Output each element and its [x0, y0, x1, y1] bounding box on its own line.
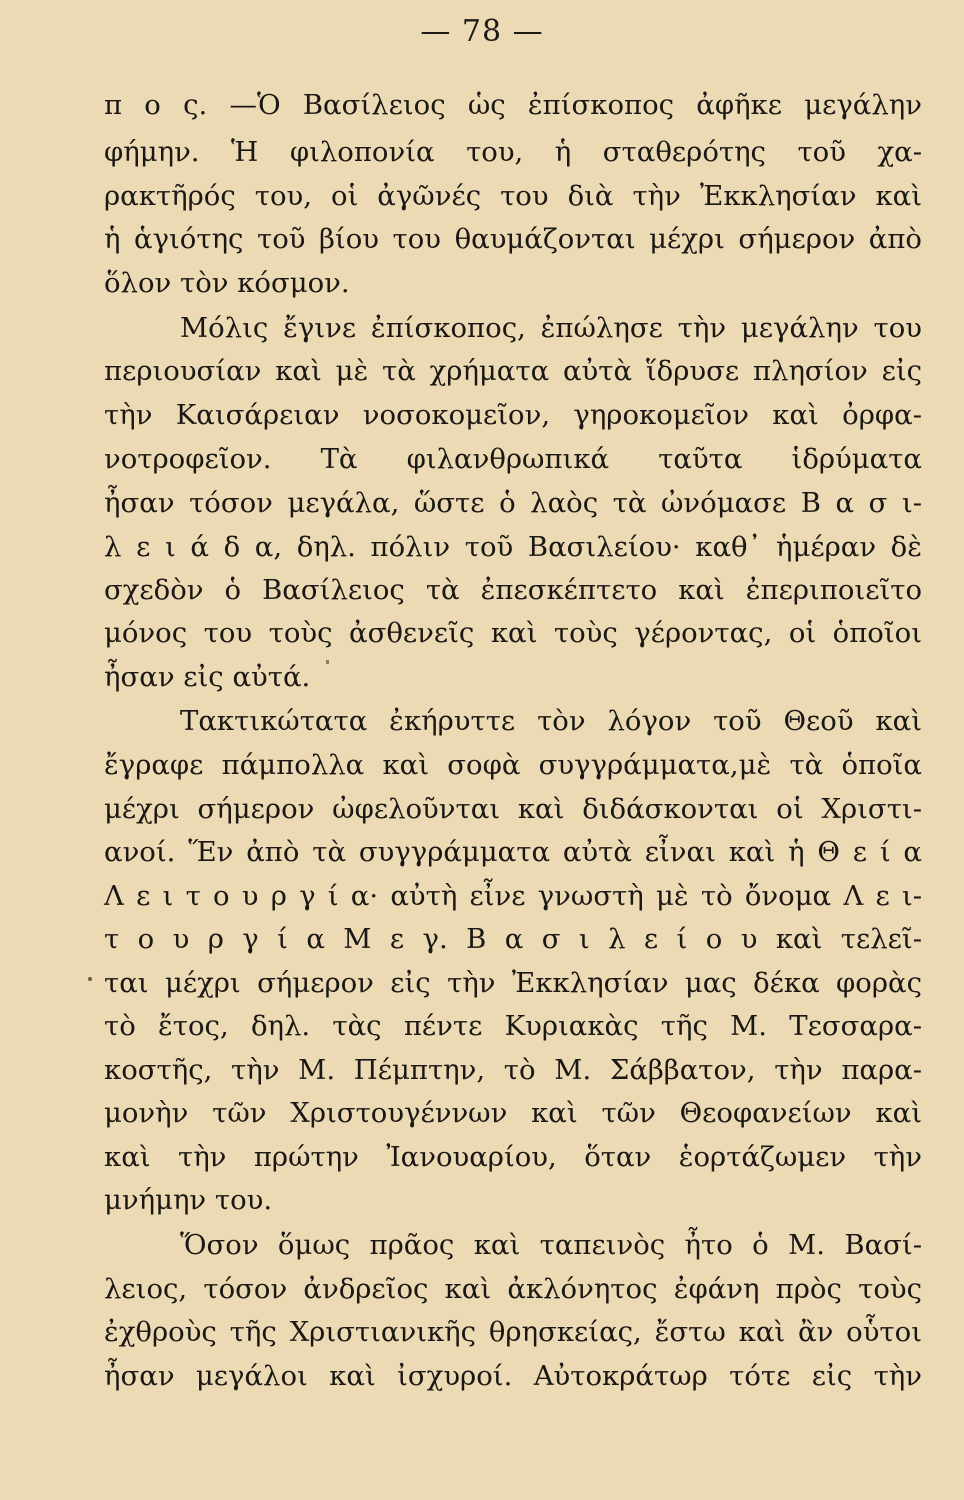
page-number: — 78 —: [420, 14, 544, 49]
text-line: ται μέχρι σήμερον εἰς τὴν Ἐκκλησίαν μας δέκα φορὰς: [104, 967, 922, 999]
text-line: νοτροφεῖον. Τὰ φιλανθρωπικά ταῦτα ἱδρύματα: [104, 443, 922, 475]
text-line: ἐχθροὺς τῆς Χριστιανικῆς θρησκείας, ἔστω καὶ ἂν οὗτοι: [104, 1316, 922, 1348]
text-line: κοστῆς, τὴν Μ. Πέμπτην, τὸ Μ. Σάββατον, τὴν παρα-: [104, 1054, 922, 1086]
text-line: ὅλον τὸν κόσμον.: [104, 267, 350, 299]
text-line: ἦσαν μεγάλοι καὶ ἰσχυροί. Αὐτοκράτωρ τότε εἰς τὴν: [104, 1360, 922, 1392]
text-line: φήμην. Ἡ φιλοπονία του, ἡ σταθερότης τοῦ χα-: [104, 136, 922, 168]
text-line: ἔγραφε πάμπολλα καὶ σοφὰ συγγράμματα,μὲ τὰ ὁποῖα: [104, 749, 922, 781]
text-line: ανοί. Ἕν ἀπὸ τὰ συγγράμματα αὐτὰ εἶναι καὶ ἡ Θ ε ί α: [104, 836, 922, 868]
text-line: λειος, τόσον ἀνδρεῖος καὶ ἀκλόνητος ἐφάνη πρὸς τοὺς: [104, 1273, 922, 1305]
ink-dot: [88, 977, 92, 981]
text-line: Τακτικώτατα ἐκήρυττε τὸν λόγον τοῦ Θεοῦ καὶ: [180, 705, 922, 737]
text-line: τὸ ἔτος, δηλ. τὰς πέντε Κυριακὰς τῆς Μ. Τεσσαρα-: [104, 1010, 922, 1042]
text-line: μονὴν τῶν Χριστουγέννων καὶ τῶν Θεοφανείων καὶ: [104, 1097, 922, 1129]
text-line: ἡ ἁγιότης τοῦ βίου του θαυμάζονται μέχρι σήμερον ἀπὸ: [104, 223, 922, 255]
text-line: μνήμην του.: [104, 1184, 273, 1216]
ink-mark: [326, 660, 329, 664]
text-line: Ὅσον ὅμως πρᾶος καὶ ταπεινὸς ἦτο ὁ Μ. Βασί-: [180, 1229, 922, 1261]
text-line: περιουσίαν καὶ μὲ τὰ χρήματα αὐτὰ ἵδρυσε πλησίον εἰς: [104, 355, 922, 387]
text-line: σχεδὸν ὁ Βασίλειος τὰ ἐπεσκέπτετο καὶ ἐπεριποιεῖτο: [104, 574, 922, 606]
text-line: Λ ε ι τ ο υ ρ γ ί α· αὐτὴ εἶνε γνωστὴ μὲ τὸ ὄνομα Λ ε ι-: [104, 880, 922, 912]
text-line: τὴν Καισάρειαν νοσοκομεῖον, γηροκομεῖον καὶ ὀρφα-: [104, 399, 922, 431]
text-line: καὶ τὴν πρώτην Ἰανουαρίου, ὅταν ἑορτάζωμεν τὴν: [104, 1141, 922, 1173]
text-line: τ ο υ ρ γ ί α Μ ε γ. Β α σ ι λ ε ί ο υ καὶ τελεῖ-: [104, 923, 922, 955]
text-line: ἦσαν τόσον μεγάλα, ὥστε ὁ λαὸς τὰ ὠνόμασε Β α σ ι-: [104, 487, 922, 519]
text-line: μόνος του τοὺς ἀσθενεῖς καὶ τοὺς γέροντας, οἱ ὁποῖοι: [104, 617, 922, 649]
text-line: ρακτῆρός του, οἱ ἀγῶνές του διὰ τὴν Ἐκκλησίαν καὶ: [104, 180, 922, 212]
text-line: Μόλις ἔγινε ἐπίσκοπος, ἐπώλησε τὴν μεγάλην του: [180, 312, 922, 344]
text-line: λ ε ι ά δ α, δηλ. πόλιν τοῦ Βασιλείου· καθ᾽ ἡμέραν δὲ: [104, 531, 922, 563]
text-line: μέχρι σήμερον ὠφελοῦνται καὶ διδάσκονται οἱ Χριστι-: [104, 793, 922, 825]
text-line: π ο ς. —Ὁ Βασίλειος ὡς ἐπίσκοπος ἀφῆκε μεγάλην: [104, 89, 922, 121]
text-line: ἦσαν εἰς αὐτά.: [104, 661, 311, 693]
